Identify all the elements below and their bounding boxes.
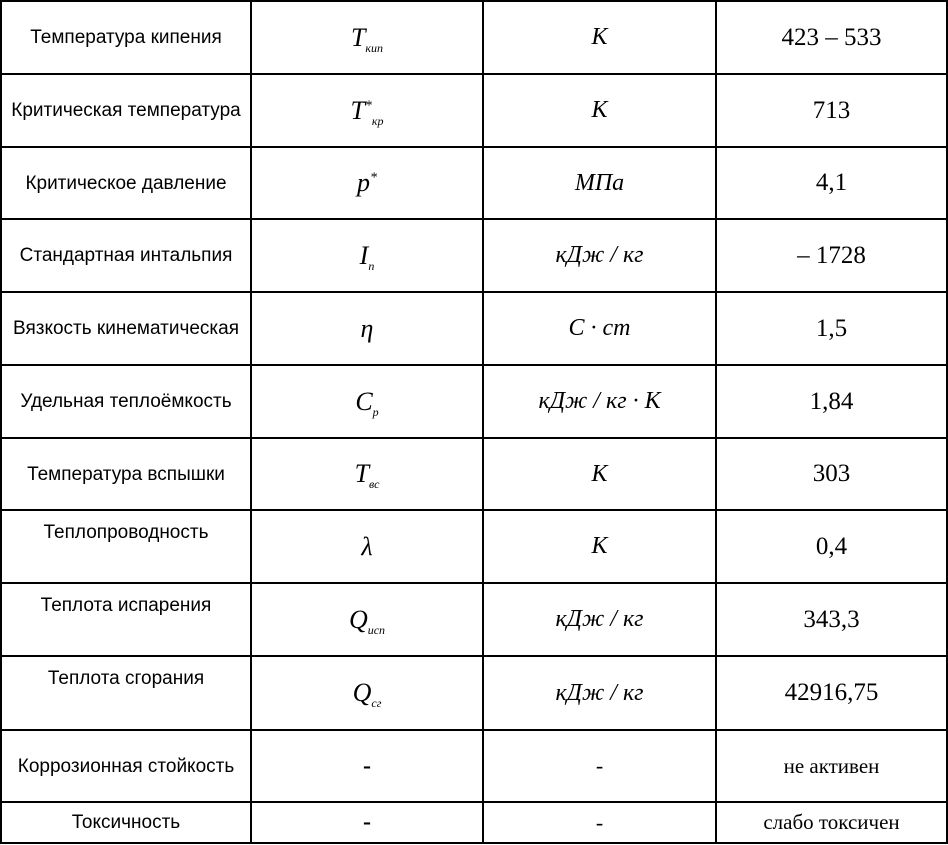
table-row [1,802,947,843]
property-symbol [251,802,483,843]
property-symbol [251,292,483,365]
symbol-base: - [363,752,371,779]
property-unit: кДж / кг [483,656,716,730]
table-row [1,656,947,730]
property-value: слабо токсичен [716,802,947,843]
table-row [1,510,947,583]
property-symbol [251,583,483,656]
property-symbol [251,730,483,802]
property-name: Температура вспышки [1,438,251,510]
property-unit: кДж / кг [483,219,716,292]
property-unit: - [483,730,716,802]
symbol-base: Q [348,604,368,634]
property-name: Коррозионная стойкость [1,730,251,802]
property-value: 4,1 [716,147,947,219]
table-row [1,365,947,438]
symbol-base: T [354,459,370,488]
symbol-sub: кип [365,40,384,55]
table-row [1,147,947,219]
symbol-sub: сг [371,696,382,711]
property-symbol [251,147,483,219]
symbol-base: Q [352,678,372,707]
property-value: 42916,75 [716,656,947,730]
property-name: Токсичность [1,802,251,843]
property-name: Стандартная интальпия [1,219,251,292]
property-name: Критическое давление [1,147,251,219]
property-name: Теплота испарения [1,583,251,656]
property-value: 713 [716,74,947,147]
symbol-base: η [360,313,374,343]
property-unit: - [483,802,716,843]
table-row [1,292,947,365]
table-row [1,583,947,656]
symbol-sub: п [368,258,375,273]
table-row [1,74,947,147]
property-value: 1,5 [716,292,947,365]
property-value: 1,84 [716,365,947,438]
symbol-sub: p [372,404,379,419]
property-symbol [251,365,483,438]
property-unit: С · ст [483,292,716,365]
symbol-sub: исп [367,622,386,637]
property-unit: МПа [483,147,716,219]
symbol-base: T [350,95,365,125]
table-row [1,1,947,74]
table-row [1,730,947,802]
property-symbol [251,74,483,147]
property-value: 303 [716,438,947,510]
property-unit: К [483,74,716,147]
symbol-base: - [363,809,371,835]
property-value: 0,4 [716,510,947,583]
symbol-base: T [350,22,366,52]
property-symbol [251,510,483,583]
symbol-sub: вс [369,477,380,492]
property-unit: К [483,510,716,583]
property-unit: кДж / кг [483,583,716,656]
table-row [1,219,947,292]
property-symbol [251,656,483,730]
property-unit: кДж / кг · К [483,365,716,438]
symbol-base: C [355,386,373,416]
symbol-base: I [359,240,369,270]
property-value: 343,3 [716,583,947,656]
symbol-sup: * [364,97,372,113]
property-name: Температура кипения [1,1,251,74]
property-name: Теплота сгорания [1,656,251,730]
symbol-base: λ [361,531,373,561]
property-value: – 1728 [716,219,947,292]
property-value: не активен [716,730,947,802]
property-unit: К [483,438,716,510]
symbol-base: p [357,168,370,197]
table-row [1,438,947,510]
property-symbol [251,219,483,292]
property-name: Удельная теплоёмкость [1,365,251,438]
property-value: 423 – 533 [716,1,947,74]
property-symbol [251,438,483,510]
property-name: Вязкость кинематическая [1,292,251,365]
property-name: Теплопроводность [1,510,251,583]
property-unit: К [483,1,716,74]
property-symbol [251,1,483,74]
property-name: Критическая температура [1,74,251,147]
symbol-sub: кр [371,113,384,128]
symbol-sup: * [370,170,377,186]
